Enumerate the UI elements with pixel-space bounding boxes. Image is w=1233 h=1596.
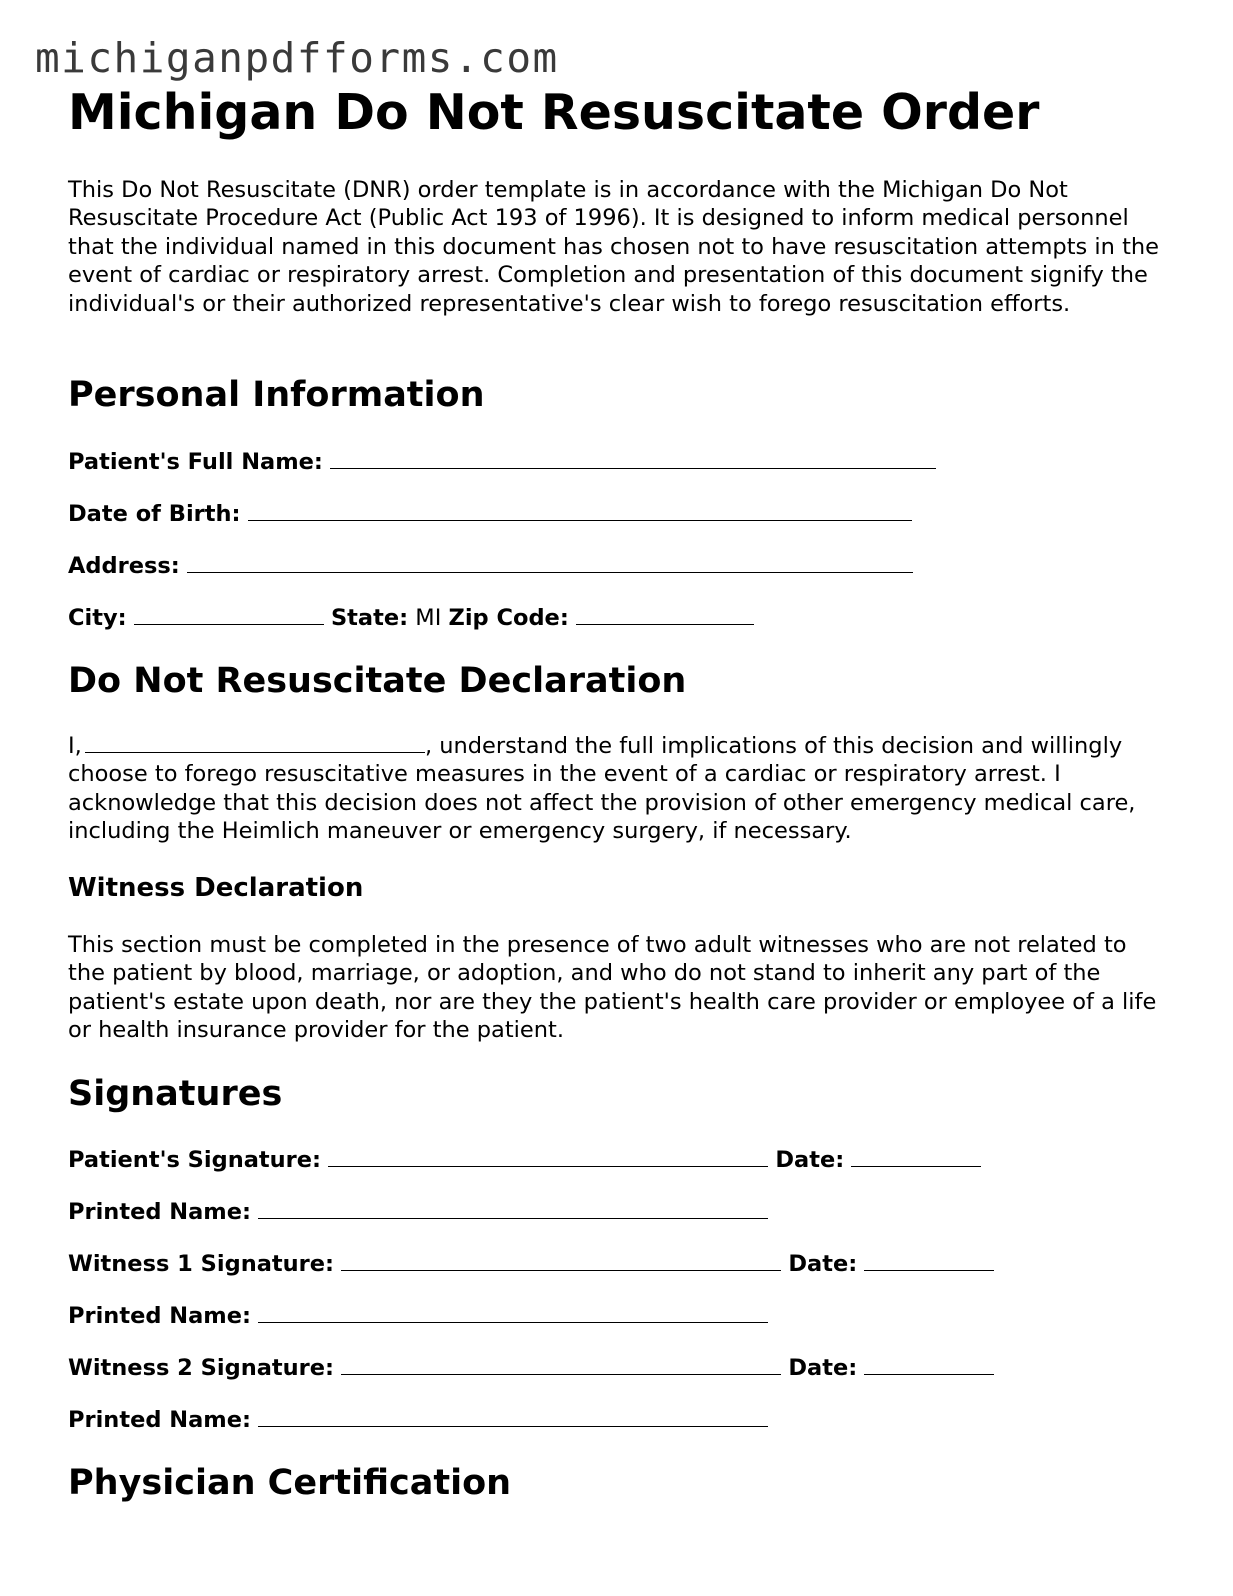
witness2-printed-name-field[interactable] (258, 1408, 768, 1427)
witness1-printed-name-label: Printed Name: (68, 1303, 251, 1329)
witness1-date-label: Date: (788, 1251, 858, 1277)
city-field[interactable] (134, 606, 324, 625)
dnr-declaration-heading: Do Not Resuscitate Declaration (68, 661, 687, 701)
patient-signature-field[interactable] (328, 1148, 768, 1167)
witness1-signature-label: Witness 1 Signature: (68, 1251, 335, 1277)
patient-printed-name-row (68, 1200, 768, 1224)
witness-declaration-heading: Witness Declaration (68, 873, 364, 903)
witness1-printed-name-field[interactable] (258, 1304, 768, 1323)
witness1-date-field[interactable] (864, 1252, 994, 1271)
declaration-text-first-line: , understand the full implications of this decision and (424, 733, 1024, 759)
date-of-birth-row (68, 502, 912, 526)
witness1-signature-row (68, 1252, 994, 1276)
patient-date-label: Date: (775, 1147, 845, 1173)
patient-printed-name-field[interactable] (258, 1200, 768, 1219)
witness1-printed-name-row (68, 1304, 768, 1328)
witness1-signature-field[interactable] (341, 1252, 781, 1271)
watermark: michiganpdfforms.com (35, 34, 559, 82)
zip-code-field[interactable] (576, 606, 754, 625)
zip-code-label: Zip Code: (448, 605, 569, 631)
address-label: Address: (68, 553, 180, 579)
state-value: MI (415, 605, 442, 631)
patient-printed-name-label: Printed Name: (68, 1199, 251, 1225)
address-row (68, 554, 913, 578)
patient-full-name-field[interactable] (330, 450, 936, 469)
intro-paragraph: This Do Not Resuscitate (DNR) order template is in accordance with the Michigan Do Not Resuscitate Procedure Act (Public Act 193 of 1996). It is designed to inform medical personnel that the individual named in this document has chosen not to have resuscitation attempts in the event of cardiac or respiratory arrest. Completion and presentation of this document signify the individual's or their authorized representative's clear wish to forego resuscitation efforts. (68, 177, 1159, 317)
witness2-signature-label: Witness 2 Signature: (68, 1355, 335, 1381)
date-of-birth-label: Date of Birth: (68, 501, 241, 527)
declaration-prefix: I, (68, 733, 82, 759)
declarant-name-field[interactable] (85, 734, 425, 753)
state-label: State: (330, 605, 409, 631)
patient-full-name-label: Patient's Full Name: (68, 449, 323, 475)
witness-declaration-paragraph: This section must be completed in the presence of two adult witnesses who are not related to the patient by blood, marriage, or adoption, and who do not stand to inherit any part of the patient's estate upon death, nor are they the patient's health care provider or employee of a life or health insurance provider for the patient. (68, 932, 1157, 1044)
page-title: Michigan Do Not Resuscitate Order (68, 84, 1040, 141)
date-of-birth-field[interactable] (248, 502, 912, 521)
address-field[interactable] (187, 554, 913, 573)
patient-signature-label: Patient's Signature: (68, 1147, 322, 1173)
patient-full-name-row (68, 450, 936, 474)
witness2-signature-row (68, 1356, 994, 1380)
witness2-date-label: Date: (788, 1355, 858, 1381)
witness2-date-field[interactable] (864, 1356, 994, 1375)
patient-signature-row (68, 1148, 981, 1172)
witness2-signature-field[interactable] (341, 1356, 781, 1375)
signatures-heading: Signatures (68, 1074, 283, 1114)
city-label: City: (68, 605, 127, 631)
witness2-printed-name-row (68, 1408, 768, 1432)
dnr-declaration-paragraph (68, 732, 1168, 846)
personal-information-heading: Personal Information (68, 375, 485, 415)
witness2-printed-name-label: Printed Name: (68, 1407, 251, 1433)
city-state-zip-row (68, 606, 754, 630)
physician-certification-heading: Physician Certification (68, 1463, 512, 1503)
declaration-text: willingly choose to forego resuscitative measures in the event of a cardiac or respiratory arrest. I acknowledge that this decision does not affect the provision of other emergency medical care, including the Heimlich maneuver or emergency surgery, if necessary. (68, 733, 1136, 845)
patient-date-field[interactable] (851, 1148, 981, 1167)
